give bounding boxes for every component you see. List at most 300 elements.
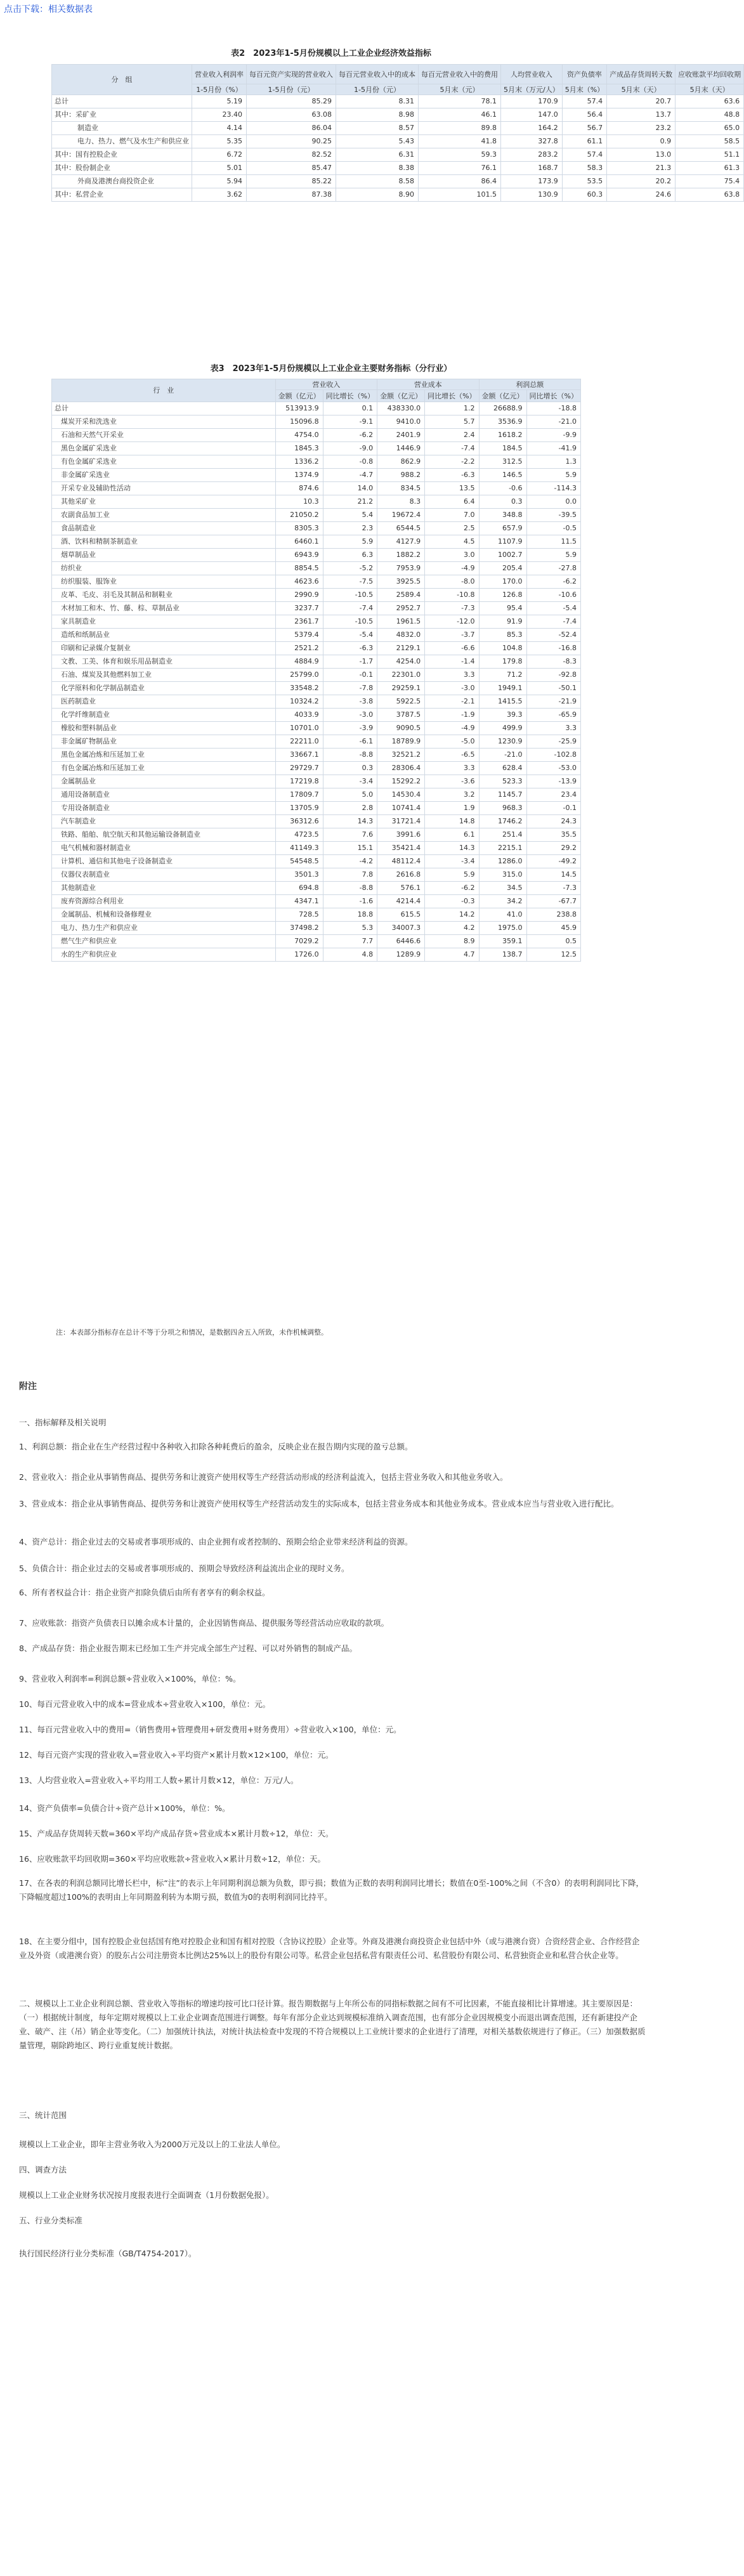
table3-row-label: 金属制品业 [52,775,276,788]
table2-cell: 86.04 [247,122,336,135]
table3-cell: 19672.4 [377,509,425,522]
table3-cell: 7.8 [323,868,377,882]
table2-cell: 23.2 [607,122,675,135]
table3-row-label: 化学纤维制造业 [52,709,276,722]
table3-cell: 1230.9 [479,735,526,749]
table2-row [52,162,744,175]
table3-row-label: 化学原料和化学制品制造业 [52,682,276,695]
table3-cell: 33667.1 [275,749,323,762]
table2-cell: 57.4 [562,148,606,162]
table3-cell: -7.4 [425,442,479,455]
table2-cell: 89.8 [419,122,501,135]
table3-cell: -3.7 [425,629,479,642]
table3-cell: 3501.3 [275,868,323,882]
table2-cell: 75.4 [675,175,744,188]
table3-cell: 2.3 [323,522,377,535]
table3-cell: 45.9 [526,922,580,935]
table3-cell: 1374.9 [275,469,323,482]
table3-cell: 6544.5 [377,522,425,535]
table3-cell: -39.5 [526,509,580,522]
table3-cell: 4127.9 [377,535,425,549]
table3-cell: 576.1 [377,882,425,895]
table3-cell: 2.4 [425,429,479,442]
table3-cell: 6.3 [323,549,377,562]
table3-row [52,749,581,762]
table3-cell: -9.9 [526,429,580,442]
table3-row-label: 黑色金属矿采选业 [52,442,276,455]
table3-cell: 1289.9 [377,948,425,962]
table3-cell: 48112.4 [377,855,425,868]
table3-row-label: 电气机械和器材制造业 [52,842,276,855]
table3-row [52,709,581,722]
table3-cell: -3.4 [425,855,479,868]
appendix-paragraph: 18、在主要分组中，国有控股企业包括国有绝对控股企业和国有相对控股（含协议控股）企业等。外商及港澳台商投资企业包括中外（或与港澳台资）合资经营企业、合作经营企业及外资（或港澳台资）的股东占公司注册资本比例达25%以上的股份有限公司等。私营企业包括私营有限责任公司、私营股份有限公司、私营独资企业和私营合伙企业等。 [19,1937,640,1960]
table3-row [52,868,581,882]
table3-cell: 138.7 [479,948,526,962]
table3-cell: -1.9 [425,709,479,722]
table3-cell: 2361.7 [275,615,323,629]
table3-cell: 10.3 [275,495,323,509]
table2-row-label: 制造业 [52,122,192,135]
table3-cell: 24.3 [526,815,580,828]
table3-row-label: 纺织服装、服饰业 [52,575,276,589]
table3-cell: -0.1 [323,669,377,682]
table3-sub-header: 同比增长（%） [526,390,580,402]
table2-cell: 5.01 [192,162,247,175]
table3-cell: -10.5 [323,615,377,629]
table2-cell: 65.0 [675,122,744,135]
table3-cell: 26688.9 [479,402,526,415]
table2-cell: 85.47 [247,162,336,175]
table3-cell: 1882.2 [377,549,425,562]
table3-sub-header: 金额（亿元） [479,390,526,402]
table3-cell: 438330.0 [377,402,425,415]
table3-cell: -5.2 [323,562,377,575]
table2-cell: 283.2 [501,148,563,162]
table3-row-label: 开采专业及辅助性活动 [52,482,276,495]
table3-cell: 3536.9 [479,415,526,429]
table2-row-label: 外商及港澳台商投资企业 [52,175,192,188]
appendix-paragraph: 规模以上工业企业财务状况按月度报表进行全面调查（1月份数据免报）。 [19,2190,274,2200]
table2-cell: 13.7 [607,108,675,122]
table3-cell: -92.8 [526,669,580,682]
table3-cell: 6446.6 [377,935,425,948]
appendix-paragraph: 2、营业收入：指企业从事销售商品、提供劳务和让渡资产使用权等生产经营活动形成的经济利益流入，包括主营业务收入和其他业务收入。 [19,1472,508,1482]
table3-cell: 33548.2 [275,682,323,695]
table3-cell: -7.4 [526,615,580,629]
table3-cell: -6.6 [425,642,479,655]
table3-cell: 4.8 [323,948,377,962]
table3-cell: 29729.7 [275,762,323,775]
appendix-paragraph: 二、规模以上工业企业利润总额、营业收入等指标的增速均按可比口径计算。报告期数据与上年所公布的同指标数据之间有不可比因素，不能直接相比计算增速。其主要原因是：（一）根据统计制度，每年定期对规模以上工业企业调查范围进行调整。每年有部分企业达到规模标准纳入调查范围，也有部分企业因规模变小而退出调查范围，还有新建投产企业、破产、注（吊）销企业等变化。（二）加强统计执法，对统计执法检查中发现的不符合规模以上工业统计要求的企业进行了清理，对相关基数依规进行了修正。（三）加强数据质量管理，剔除跨地区、跨行业重复统计数据。 [19,1999,646,2050]
table3-cell: -10.5 [323,589,377,602]
table3-cell: -9.0 [323,442,377,455]
table2-col-header: 每百元资产实现的营业收入 [247,65,336,84]
table2-cell: 130.9 [501,188,563,202]
table3-cell: 2.5 [425,522,479,535]
table3-cell: 1415.5 [479,695,526,709]
table3-row-label: 水的生产和供应业 [52,948,276,962]
table3-cell: 4832.0 [377,629,425,642]
table3-row [52,482,581,495]
table3-cell: 1446.9 [377,442,425,455]
table3-cell: 11.5 [526,535,580,549]
table3-row-label: 食品制造业 [52,522,276,535]
table2-cell: 56.4 [562,108,606,122]
table3-cell: -1.6 [323,895,377,908]
table2 [51,64,744,202]
table3-row [52,442,581,455]
table3-row [52,882,581,895]
appendix-paragraph: 四、调查方法 [19,2165,67,2174]
table3-row [52,522,581,535]
table2-unit: 5月末（天） [607,84,675,95]
table3-row-label: 其他采矿业 [52,495,276,509]
table2-cell: 168.7 [501,162,563,175]
table3-cell: 14.5 [526,868,580,882]
table3-row [52,802,581,815]
table3-row-label: 煤炭开采和洗选业 [52,415,276,429]
table2-cell: 58.5 [675,135,744,148]
table2-cell: 57.4 [562,95,606,108]
table3-cell: 5.4 [323,509,377,522]
table3-cell: 513913.9 [275,402,323,415]
appendix-paragraph: 10、每百元营业收入中的成本=营业成本÷营业收入×100，单位：元。 [19,1699,271,1709]
table3-row-label: 皮革、毛皮、羽毛及其制品和制鞋业 [52,589,276,602]
table2-cell: 60.3 [562,188,606,202]
table3-cell: 3.3 [526,722,580,735]
table2-cell: 58.3 [562,162,606,175]
table3-row [52,615,581,629]
table3-cell: -53.0 [526,762,580,775]
table3-row-label: 石油、煤炭及其他燃料加工业 [52,669,276,682]
table3-cell: 23.4 [526,788,580,802]
table2-cell: 46.1 [419,108,501,122]
table3-row-label: 汽车制造业 [52,815,276,828]
table3-cell: 205.4 [479,562,526,575]
table3-row [52,509,581,522]
table3-cell: 0.3 [479,495,526,509]
table3-cell: 85.3 [479,629,526,642]
table3-cell: 35.5 [526,828,580,842]
table3-cell: 25799.0 [275,669,323,682]
table3-cell: -2.1 [425,695,479,709]
table2-row-label: 其中：股份制企业 [52,162,192,175]
table3-row-label: 农副食品加工业 [52,509,276,522]
table2-cell: 85.29 [247,95,336,108]
table2-row-label: 其中：私营企业 [52,188,192,202]
table3-row-label: 通用设备制造业 [52,788,276,802]
table3-cell: -6.3 [323,642,377,655]
table3-cell: -8.8 [323,882,377,895]
table2-cell: 86.4 [419,175,501,188]
table3-cell: 9090.5 [377,722,425,735]
table3-cell: 17219.8 [275,775,323,788]
table3-cell: 7.7 [323,935,377,948]
table3-cell: 7029.2 [275,935,323,948]
table3-row [52,908,581,922]
table3-cell: -8.3 [526,655,580,669]
table3-cell: 29.2 [526,842,580,855]
table3-row [52,549,581,562]
table2-cell: 20.2 [607,175,675,188]
table3-row [52,735,581,749]
table3-row-label: 非金属矿物制品业 [52,735,276,749]
table3-cell: 988.2 [377,469,425,482]
table3-cell: 34.5 [479,882,526,895]
table2-cell: 8.57 [336,122,419,135]
table3-cell: -49.2 [526,855,580,868]
appendix-paragraph: 13、人均营业收入=营业收入÷平均用工人数÷累计月数×12，单位：万元/人。 [19,1775,299,1785]
table3-cell: -0.5 [526,522,580,535]
download-related-tables-link[interactable]: 点击下载：相关数据表 [4,4,93,15]
table3-cell: 7953.9 [377,562,425,575]
table3-cell: -4.9 [425,722,479,735]
table3-cell: -10.8 [425,589,479,602]
table2-cell: 147.0 [501,108,563,122]
table3-sub-header: 同比增长（%） [323,390,377,402]
table3-cell: 184.5 [479,442,526,455]
table3-cell: -0.8 [323,455,377,469]
table2-cell: 63.8 [675,188,744,202]
table3-cell: 15292.2 [377,775,425,788]
table3-cell: -2.2 [425,455,479,469]
table2-cell: 5.43 [336,135,419,148]
table2-cell: 5.94 [192,175,247,188]
table3-cell: 4.2 [425,922,479,935]
table3-cell: 4254.0 [377,655,425,669]
table3-cell: 41149.3 [275,842,323,855]
table3-row-label: 酒、饮料和精制茶制造业 [52,535,276,549]
appendix-paragraph: 7、应收账款：指资产负债表日以摊余成本计量的，企业因销售商品、提供服务等经营活动应收取的款项。 [19,1618,389,1628]
appendix-paragraph: 16、应收账款平均回收期=360×平均应收账款÷营业收入×累计月数÷12，单位：天。 [19,1854,326,1864]
appendix-paragraph: 14、资产负债率=负债合计÷资产总计×100%，单位：%。 [19,1803,230,1813]
table3-cell: -6.2 [323,429,377,442]
table3-cell: 12.5 [526,948,580,962]
table2-cell: 101.5 [419,188,501,202]
appendix-paragraph: 4、资产总计：指企业过去的交易或者事项形成的、由企业拥有或者控制的、预期会给企业带来经济利益的资源。 [19,1537,413,1546]
table2-cell: 21.3 [607,162,675,175]
table3-row-label: 印刷和记录媒介复制业 [52,642,276,655]
table3-cell: 3.0 [425,549,479,562]
table3-cell: 2401.9 [377,429,425,442]
table2-row [52,175,744,188]
table3-cell: 5.3 [323,922,377,935]
table3-cell: -0.3 [425,895,479,908]
table3-row-label: 有色金属矿采选业 [52,455,276,469]
table3-cell: -21.0 [526,415,580,429]
appendix-paragraph: 15、产成品存货周转天数=360×平均产成品存货÷营业成本×累计月数÷12，单位：天。 [19,1829,334,1838]
table3-cell: 8.3 [377,495,425,509]
table3-cell: -3.9 [323,722,377,735]
table2-cell: 61.1 [562,135,606,148]
table3-cell: -3.4 [323,775,377,788]
table3-cell: 2521.2 [275,642,323,655]
table3-cell: 14.2 [425,908,479,922]
table3-row [52,495,581,509]
table2-cell: 48.8 [675,108,744,122]
table3-cell: -4.7 [323,469,377,482]
table3-cell: 348.8 [479,509,526,522]
table3-cell: -21.9 [526,695,580,709]
appendix-paragraph: 一、指标解释及相关说明 [19,1418,107,1427]
appendix-paragraph: 11、每百元营业收入中的费用=（销售费用+管理费用+研发费用+财务费用）÷营业收入×100，单位：元。 [19,1725,401,1734]
table3-cell: -67.7 [526,895,580,908]
table3-row [52,695,581,709]
table3-cell: 54548.5 [275,855,323,868]
table2-cell: 56.7 [562,122,606,135]
table2-cell: 51.1 [675,148,744,162]
appendix-paragraph: 8、产成品存货：指企业报告期末已经加工生产并完成全部生产过程、可以对外销售的制成产品。 [19,1644,357,1653]
table3-cell: 14.3 [425,842,479,855]
table3-cell: 1949.1 [479,682,526,695]
table3-cell: 5.9 [323,535,377,549]
table2-row-label: 其中：国有控股企业 [52,148,192,162]
table3-cell: -6.5 [425,749,479,762]
table3-cell: 39.3 [479,709,526,722]
table3-cell: 22211.0 [275,735,323,749]
table2-cell: 63.6 [675,95,744,108]
table3-row-label: 其他制造业 [52,882,276,895]
table3-cell: 4754.0 [275,429,323,442]
table3-cell: 5.9 [425,868,479,882]
table2-cell: 4.14 [192,122,247,135]
table3-cell: 1975.0 [479,922,526,935]
table3-cell: 179.8 [479,655,526,669]
table3-cell: 18789.9 [377,735,425,749]
table3-cell: -6.2 [526,575,580,589]
table3-row-label: 橡胶和塑料制品业 [52,722,276,735]
table2-cell: 5.35 [192,135,247,148]
table2-col-header: 每百元营业收入中的成本 [336,65,419,84]
table2-cell: 3.62 [192,188,247,202]
table3-cell: 1336.2 [275,455,323,469]
table3-row [52,655,581,669]
table3-cell: -7.5 [323,575,377,589]
table2-cell: 76.1 [419,162,501,175]
table2-cell: 173.9 [501,175,563,188]
table2-cell: 78.1 [419,95,501,108]
table2-unit: 1-5月份（元） [336,84,419,95]
table3-cell: 0.3 [323,762,377,775]
table3-row [52,575,581,589]
table3-cell: 13.5 [425,482,479,495]
table3-cell: 2129.1 [377,642,425,655]
table3-row [52,762,581,775]
table3-cell: 4214.4 [377,895,425,908]
table3-cell: 6.1 [425,828,479,842]
table2-col-header: 每百元营业收入中的费用 [419,65,501,84]
table3-cell: -50.1 [526,682,580,695]
table3-cell: -41.9 [526,442,580,455]
table3-row-label: 总计 [52,402,276,415]
table3-cell: 0.0 [526,495,580,509]
appendix-paragraph: 1、利润总额：指企业在生产经营过程中各种收入扣除各种耗费后的盈余，反映企业在报告期内实现的盈亏总额。 [19,1442,413,1451]
table3-cell: 8854.5 [275,562,323,575]
table2-cell: 8.90 [336,188,419,202]
table3-cell: 3991.6 [377,828,425,842]
table3-row-label: 废弃资源综合利用业 [52,895,276,908]
table3-cell: 5379.4 [275,629,323,642]
table3-cell: -5.4 [323,629,377,642]
table3-row-label: 铁路、船舶、航空航天和其他运输设备制造业 [52,828,276,842]
table3-row [52,935,581,948]
table3-cell: 104.8 [479,642,526,655]
table3-cell: -21.0 [479,749,526,762]
table3-cell: 1286.0 [479,855,526,868]
table3-row [52,602,581,615]
appendix-paragraph: 执行国民经济行业分类标准（GB/T4754-2017）。 [19,2249,197,2258]
appendix-paragraph: 三、统计范围 [19,2110,67,2120]
table3-cell: 1845.3 [275,442,323,455]
table3-cell: 2.8 [323,802,377,815]
table3-industry-header: 行 业 [52,379,276,402]
table3-cell: 14.3 [323,815,377,828]
table2-cell: 6.31 [336,148,419,162]
table2-cell: 8.98 [336,108,419,122]
appendix-paragraph: 17、在各表的利润总额同比增长栏中，标“注”的表示上年同期利润总额为负数，即亏损；数值为正数的表明利润同比增长；数值在0至-100%之间（不含0）的表明利润同比下降，下降幅度超过100%的表明由上年同期盈利转为本期亏损，数值为0的表明利润同比持平。 [19,1878,644,1902]
table3-cell: 0.5 [526,935,580,948]
table3-row-label: 计算机、通信和其他电子设备制造业 [52,855,276,868]
table2-cell: 61.3 [675,162,744,175]
table3-cell: 15096.8 [275,415,323,429]
table3-cell: -7.4 [323,602,377,615]
table3-cell: 17809.7 [275,788,323,802]
table3-group-header: 营业收入 [275,379,377,390]
table2-cell: 20.7 [607,95,675,108]
table3-cell: 41.0 [479,908,526,922]
table3-cell: 8305.3 [275,522,323,535]
table3 [51,379,581,962]
table3-cell: 5922.5 [377,695,425,709]
table3-title: 表3 2023年1-5月份规模以上工业企业主要财务指标（分行业） [210,364,452,374]
table3-cell: -8.8 [323,749,377,762]
table3-cell: 3.2 [425,788,479,802]
table3-cell: 4.5 [425,535,479,549]
table3-row [52,642,581,655]
table3-cell: 71.2 [479,669,526,682]
table3-cell: 6.4 [425,495,479,509]
table3-cell: 4033.9 [275,709,323,722]
table3-cell: 21050.2 [275,509,323,522]
table3-cell: -65.9 [526,709,580,722]
table3-cell: 35421.4 [377,842,425,855]
table3-row-label: 木材加工和木、竹、藤、棕、草制品业 [52,602,276,615]
table3-cell: 728.5 [275,908,323,922]
table2-cell: 87.38 [247,188,336,202]
table3-cell: 968.3 [479,802,526,815]
table3-cell: 7.0 [425,509,479,522]
table3-cell: 3925.5 [377,575,425,589]
table3-cell: 251.4 [479,828,526,842]
table2-cell: 82.52 [247,148,336,162]
table3-cell: -5.0 [425,735,479,749]
table3-cell: 91.9 [479,615,526,629]
table3-cell: -10.6 [526,589,580,602]
table3-cell: -4.2 [323,855,377,868]
table3-cell: -18.8 [526,402,580,415]
table2-cell: 8.38 [336,162,419,175]
table3-cell: -12.0 [425,615,479,629]
table2-cell: 53.5 [562,175,606,188]
table2-cell: 13.0 [607,148,675,162]
table2-col-header: 人均营业收入 [501,65,563,84]
appendix-paragraph: 5、负债合计：指企业过去的交易或者事项形成的、预期会导致经济利益流出企业的现时义务。 [19,1564,349,1573]
table3-row [52,469,581,482]
table3-cell: 14530.4 [377,788,425,802]
table3-cell: -7.3 [425,602,479,615]
table2-col-header: 产成品存货周转天数 [607,65,675,84]
